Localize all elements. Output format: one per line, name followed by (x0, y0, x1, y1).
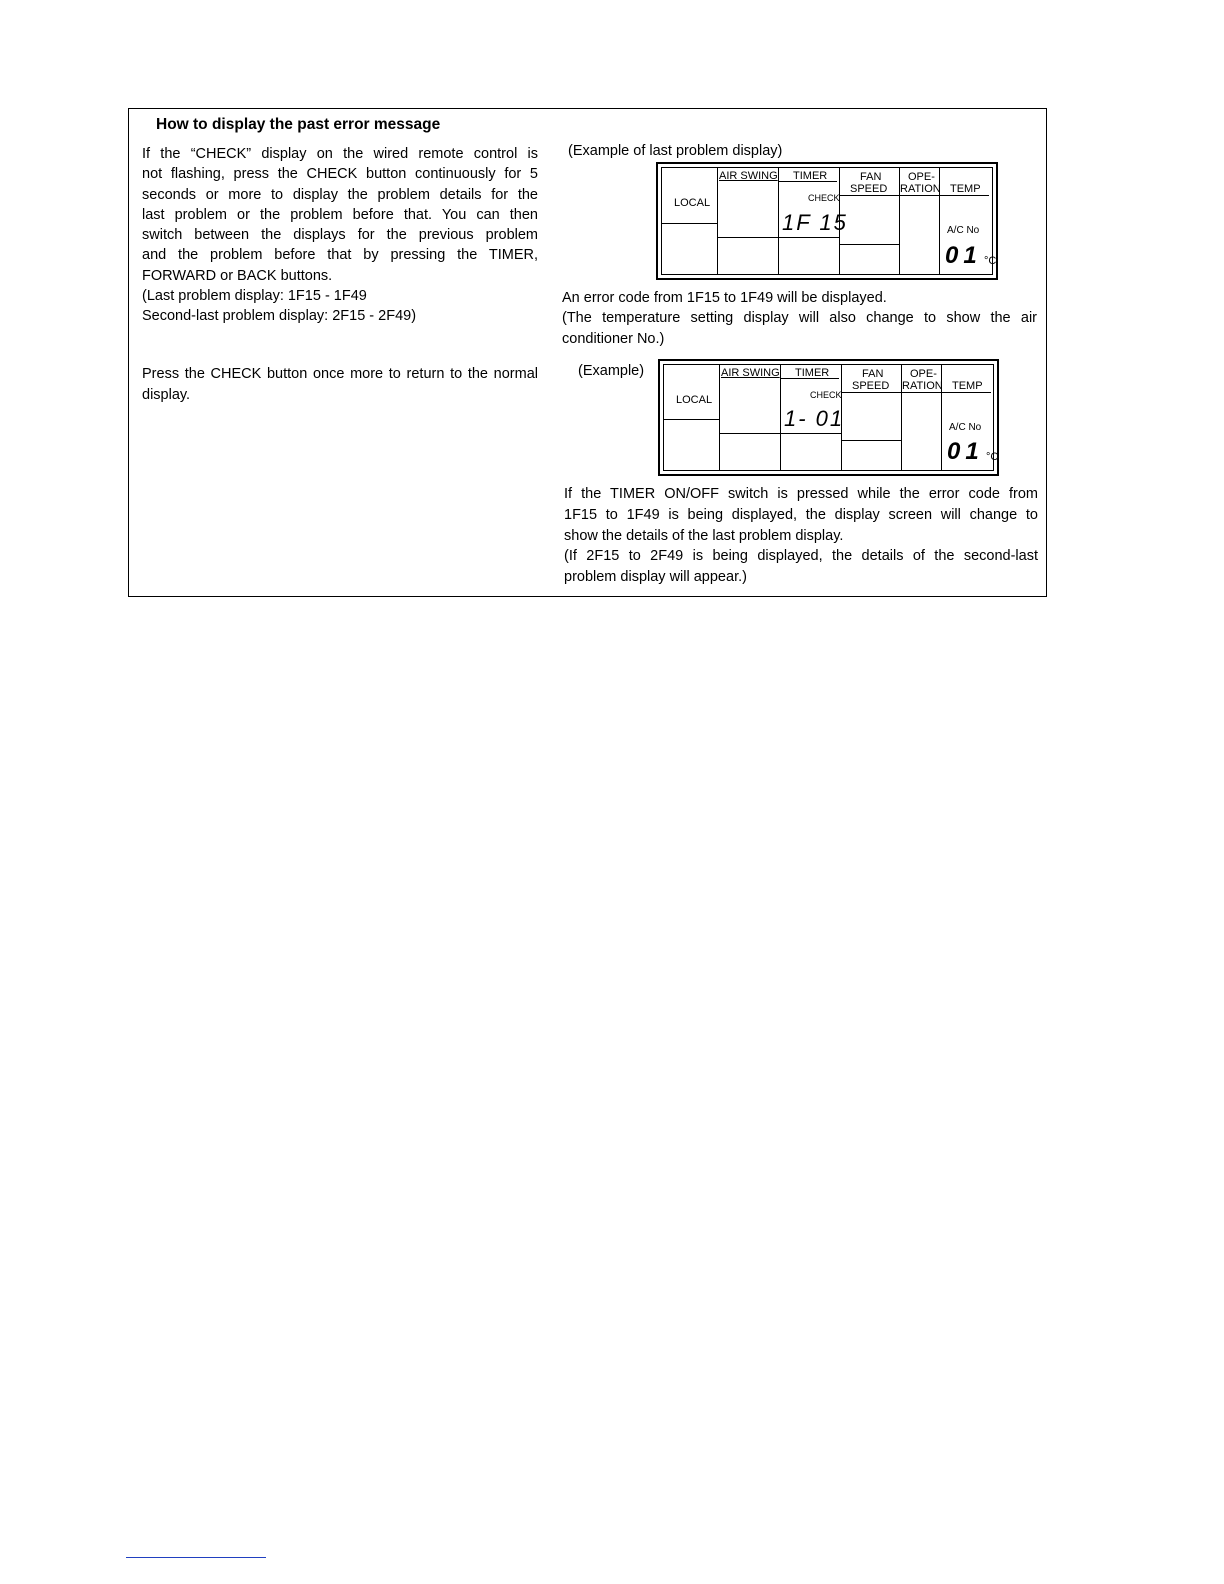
lcd-ration-label: RATION (902, 380, 943, 392)
intro-line: switch between the displays for the previous problem (142, 227, 538, 244)
example2-note-line: problem display will appear.) (564, 569, 747, 585)
lcd-fan-label: FAN (860, 171, 882, 183)
intro-line: If the “CHECK” display on the wired remote control is (142, 146, 538, 162)
intro-line: last problem or the problem before that. You can then (142, 206, 538, 223)
example2-note-line: If the TIMER ON/OFF switch is pressed while the error code from (564, 486, 1038, 502)
lcd-ope-label: OPE- (910, 368, 937, 380)
lcd-ac-number: 01 (947, 438, 984, 465)
lcd-local-label: LOCAL (674, 197, 711, 209)
return-instruction: Press the CHECK button once more to return to the normal display. (142, 366, 538, 403)
lcd-unit: °C (984, 255, 997, 267)
example2-note-line: (If 2F15 to 2F49 is being displayed, the details of the second-last (564, 548, 1038, 564)
lcd-fan-label: FAN (862, 368, 884, 380)
lcd-check-label: CHECK (808, 193, 840, 203)
lcd-check-label: CHECK (810, 390, 842, 400)
lcd-ac-number: 01 (945, 242, 982, 269)
lcd-display-last-problem (656, 162, 998, 280)
lcd-local-label: LOCAL (676, 394, 713, 406)
intro-paragraph (142, 144, 538, 327)
second-last-problem-range: Second-last problem display: 2F15 - 2F49) (142, 308, 417, 325)
lcd-detail-code: 1- 01 (784, 406, 845, 431)
example1-note-line: (The temperature setting display will also change to show the air (562, 310, 1037, 326)
lcd-ration-label: RATION (900, 183, 941, 195)
lcd-speed-label: SPEED (850, 183, 888, 195)
lcd-air-swing-label: AIR SWING (719, 170, 778, 182)
lcd-ac-no-label: A/C No (947, 225, 980, 236)
example1-caption: (Example of last problem display) (568, 143, 783, 159)
lcd-unit: °C (986, 451, 999, 463)
example2-note-line: 1F15 to 1F49 is being displayed, the display screen will change to (564, 507, 1038, 523)
lcd-speed-label: SPEED (852, 380, 890, 392)
example1-note-line: conditioner No.) (562, 331, 665, 347)
lcd-display-problem-details (658, 359, 999, 476)
example2-caption: (Example) (578, 363, 645, 379)
intro-line: and the problem before that by pressing the TIMER, (142, 247, 538, 264)
lcd-ope-label: OPE- (908, 171, 935, 183)
section-title: How to display the past error message (156, 116, 441, 133)
lcd-temp-label: TEMP (952, 380, 983, 392)
lcd-timer-label: TIMER (793, 170, 828, 182)
lcd-panel (663, 364, 999, 471)
lcd-air-swing-label: AIR SWING (721, 367, 780, 379)
lcd-error-code: 1F 15 (782, 210, 848, 235)
intro-line: not flashing, press the CHECK button continuously for 5 (142, 166, 538, 183)
intro-line: FORWARD or BACK buttons. (142, 267, 333, 284)
lcd-temp-label: TEMP (950, 183, 981, 195)
example1-note-line: An error code from 1F15 to 1F49 will be displayed. (562, 290, 887, 306)
last-problem-range: (Last problem display: 1F15 - 1F49 (142, 288, 367, 305)
intro-line: seconds or more to display the problem details for the (142, 186, 538, 203)
footer-rule (126, 1557, 266, 1558)
lcd-ac-no-label: A/C No (949, 422, 982, 433)
example2-note-line: show the details of the last problem display. (564, 528, 844, 544)
lcd-timer-label: TIMER (795, 367, 830, 379)
lcd-panel (661, 167, 997, 275)
